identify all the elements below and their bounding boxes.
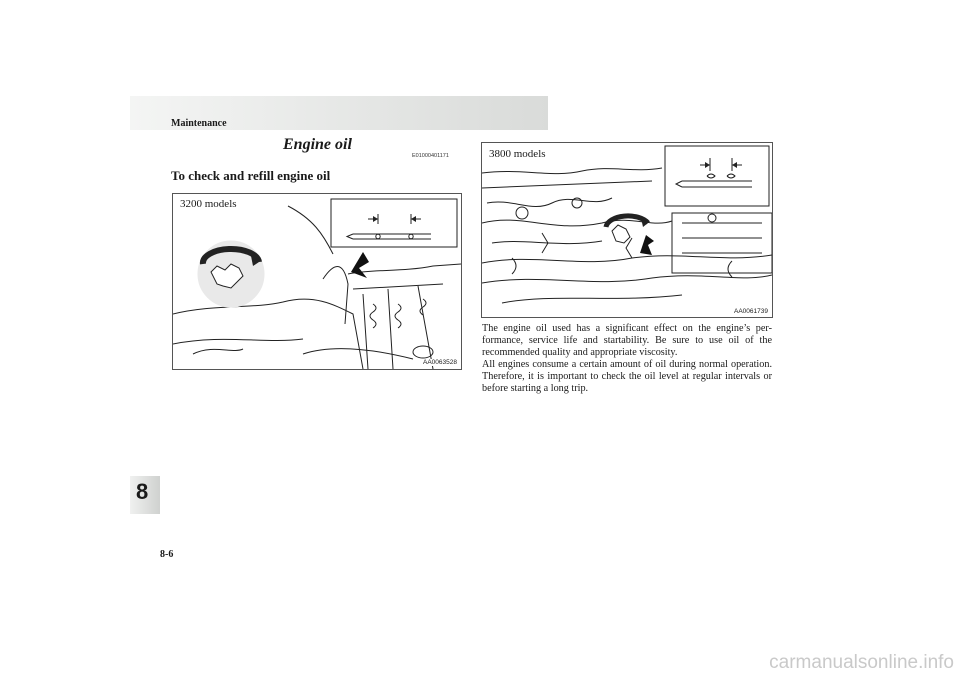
arrow-icon — [351, 252, 369, 278]
figure-code: AA0061739 — [734, 308, 768, 315]
dipstick-icon — [665, 146, 769, 206]
paragraph: The engine oil used has a significant effect on the engine’s per-formance, service life and startability. Be sure to use oil of the recommended quality and appropriate viscosity. — [482, 323, 772, 358]
figure-label: 3200 models — [180, 198, 237, 210]
page-number: 8-6 — [160, 549, 174, 560]
section-name: Maintenance — [171, 118, 227, 129]
figure-label: 3800 models — [489, 148, 546, 160]
arrow-icon — [640, 235, 654, 255]
engine-illustration-3200 — [173, 194, 461, 369]
figure-3800-models — [481, 142, 773, 318]
paragraph: All engines consume a certain amount of oil during normal operation. Therefore, it is important to check the oil level at regular intervals or before starting a long trip. — [482, 359, 772, 394]
engine-illustration-3800 — [482, 143, 772, 317]
chapter-tab — [130, 476, 160, 514]
watermark: carmanualsonline.info — [769, 652, 954, 673]
page-title: Engine oil — [283, 136, 352, 153]
body-text — [482, 323, 772, 395]
section-subtitle: To check and refill engine oil — [171, 168, 331, 183]
figure-code: AA0063528 — [423, 359, 457, 366]
figure-3200-models — [172, 193, 462, 370]
dipstick-icon — [331, 199, 457, 247]
chapter-number: 8 — [136, 479, 149, 504]
reference-code: E01000401171 — [412, 153, 449, 159]
